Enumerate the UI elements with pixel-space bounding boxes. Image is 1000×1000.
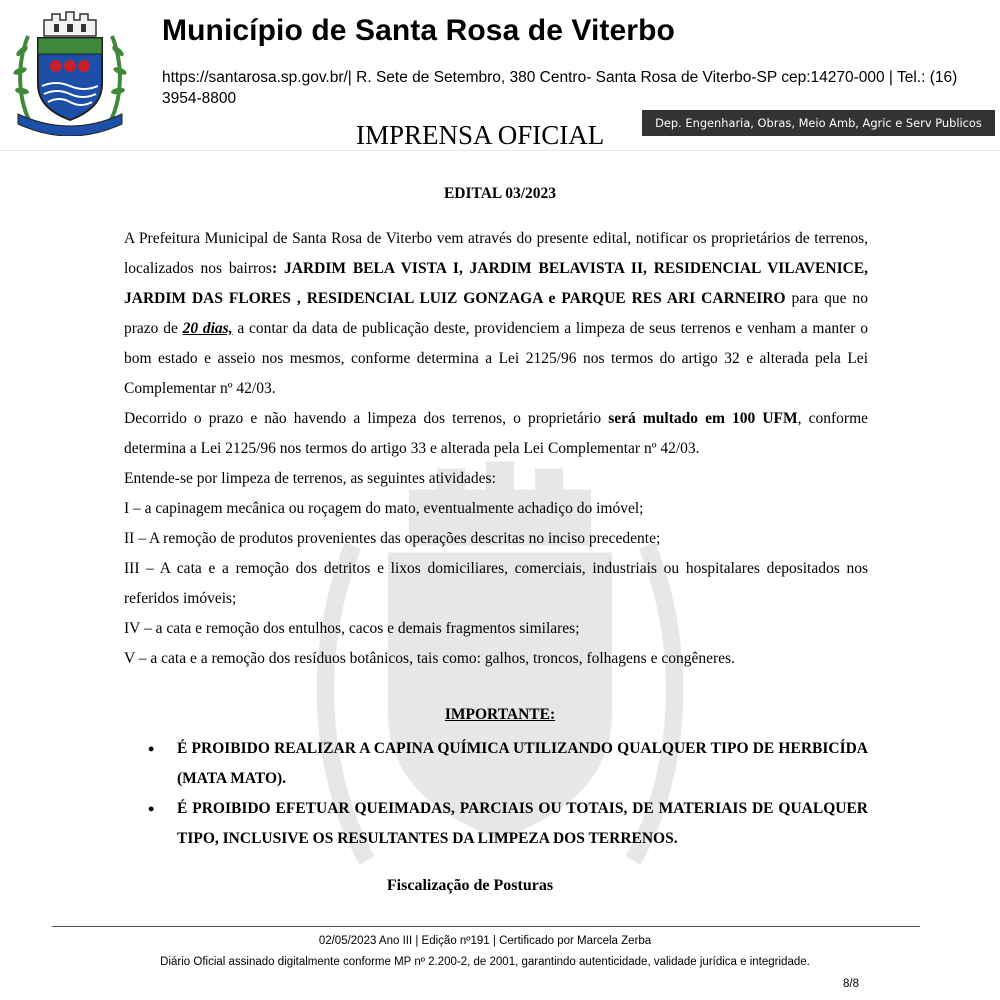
neighborhoods-list: : JARDIM BELA VISTA I, JARDIM BELAVISTA II, RESIDENCIAL VILAVENICE, JARDIM DAS FLORES , RESIDENCIAL LUIZ GONZAGA e PARQUE RES ARI CARNEIRO xyxy=(124,260,869,307)
municipality-title: Município de Santa Rosa de Viterbo xyxy=(162,14,675,47)
activity-item: I – a capinagem mecânica ou roçagem do mato, eventualmente achadiço do imóvel; xyxy=(124,500,644,517)
penalty-amount: será multado em 100 UFM xyxy=(608,410,798,427)
activity-item: IV – a cata e remoção dos entulhos, cacos e demais fragmentos similares; xyxy=(124,620,580,637)
department-badge: Dep. Engenharia, Obras, Meio Amb, Agric e Serv Publicos xyxy=(642,110,995,136)
activity-item: III – A cata e a remoção dos detritos e lixos domiciliares, comerciais, industriais ou hospitalares depositados nos referidos imóveis; xyxy=(124,560,868,607)
municipal-crest-icon xyxy=(10,6,130,136)
important-item: • É PROIBIDO REALIZAR A CAPINA QUÍMICA UTILIZANDO QUALQUER TIPO DE HERBICÍDA (MATA MATO). xyxy=(177,734,868,794)
penalty-text: Decorrido o prazo e não havendo a limpeza dos terrenos, o proprietário xyxy=(124,410,609,427)
important-list xyxy=(177,734,868,854)
footer-edition-info: 02/05/2023 Ano III | Edição nº191 | Certificado por Marcela Zerba xyxy=(318,935,652,947)
activity-item: II – A remoção de produtos provenientes das operações descritas no inciso precedente; xyxy=(124,530,661,547)
publication-title: IMPRENSA OFICIAL xyxy=(356,120,605,150)
page-number: 8/8 xyxy=(843,978,859,990)
important-item: • É PROIBIDO EFETUAR QUEIMADAS, PARCIAIS OU TOTAIS, DE MATERIAIS DE QUALQUER TIPO, INCLUSIVE OS RESULTANTES DA LIMPEZA DOS TERRENOS. xyxy=(177,794,868,854)
notification-text: A Prefeitura Municipal de Santa Rosa de Viterbo vem através do presente edital, notificar os proprietários de terrenos, localizados nos bairros xyxy=(124,230,868,277)
contact-line: https://santarosa.sp.gov.br/| R. Sete de Setembro, 380 Centro- Santa Rosa de Viterbo-SP cep:14270-000 | Tel.: (16) 3954-8800 xyxy=(162,69,958,107)
notification-text-deadline-intro: para que no prazo de xyxy=(124,290,868,337)
edital-body xyxy=(124,224,868,674)
activities-intro: Entende-se por limpeza de terrenos, as seguintes atividades: xyxy=(124,470,496,487)
edital-title: EDITAL 03/2023 xyxy=(443,185,557,202)
footer-signature-notice: Diário Oficial assinado digitalmente conforme MP nº 2.200-2, de 2001, garantindo autenticidade, validade jurídica e integridade. xyxy=(160,956,810,968)
penalty-text-end: , conforme determina a Lei 2125/96 nos termos do artigo 33 e alterada pela Lei Complementar nº 42/03. xyxy=(124,410,869,457)
notification-paragraph xyxy=(124,224,868,404)
activity-item: V – a cata e a remoção dos resíduos botânicos, tais como: galhos, troncos, folhagens e congêneres. xyxy=(124,650,735,667)
deadline-days: 20 dias, xyxy=(182,320,233,337)
notification-text-end: a contar da data de publicação deste, providenciem a limpeza de seus terrenos e venham a manter o bom estado e asseio nos mesmos, conforme determina a Lei 2125/96 nos termos do artigo 32 e alterada pela Lei Complementar nº 42/03. xyxy=(124,320,868,397)
signature-department: Fiscalização de Posturas xyxy=(386,877,554,894)
important-heading: IMPORTANTE: xyxy=(444,706,556,723)
penalty-paragraph xyxy=(124,404,868,464)
header-divider xyxy=(0,150,1000,151)
footer-divider xyxy=(52,926,920,927)
